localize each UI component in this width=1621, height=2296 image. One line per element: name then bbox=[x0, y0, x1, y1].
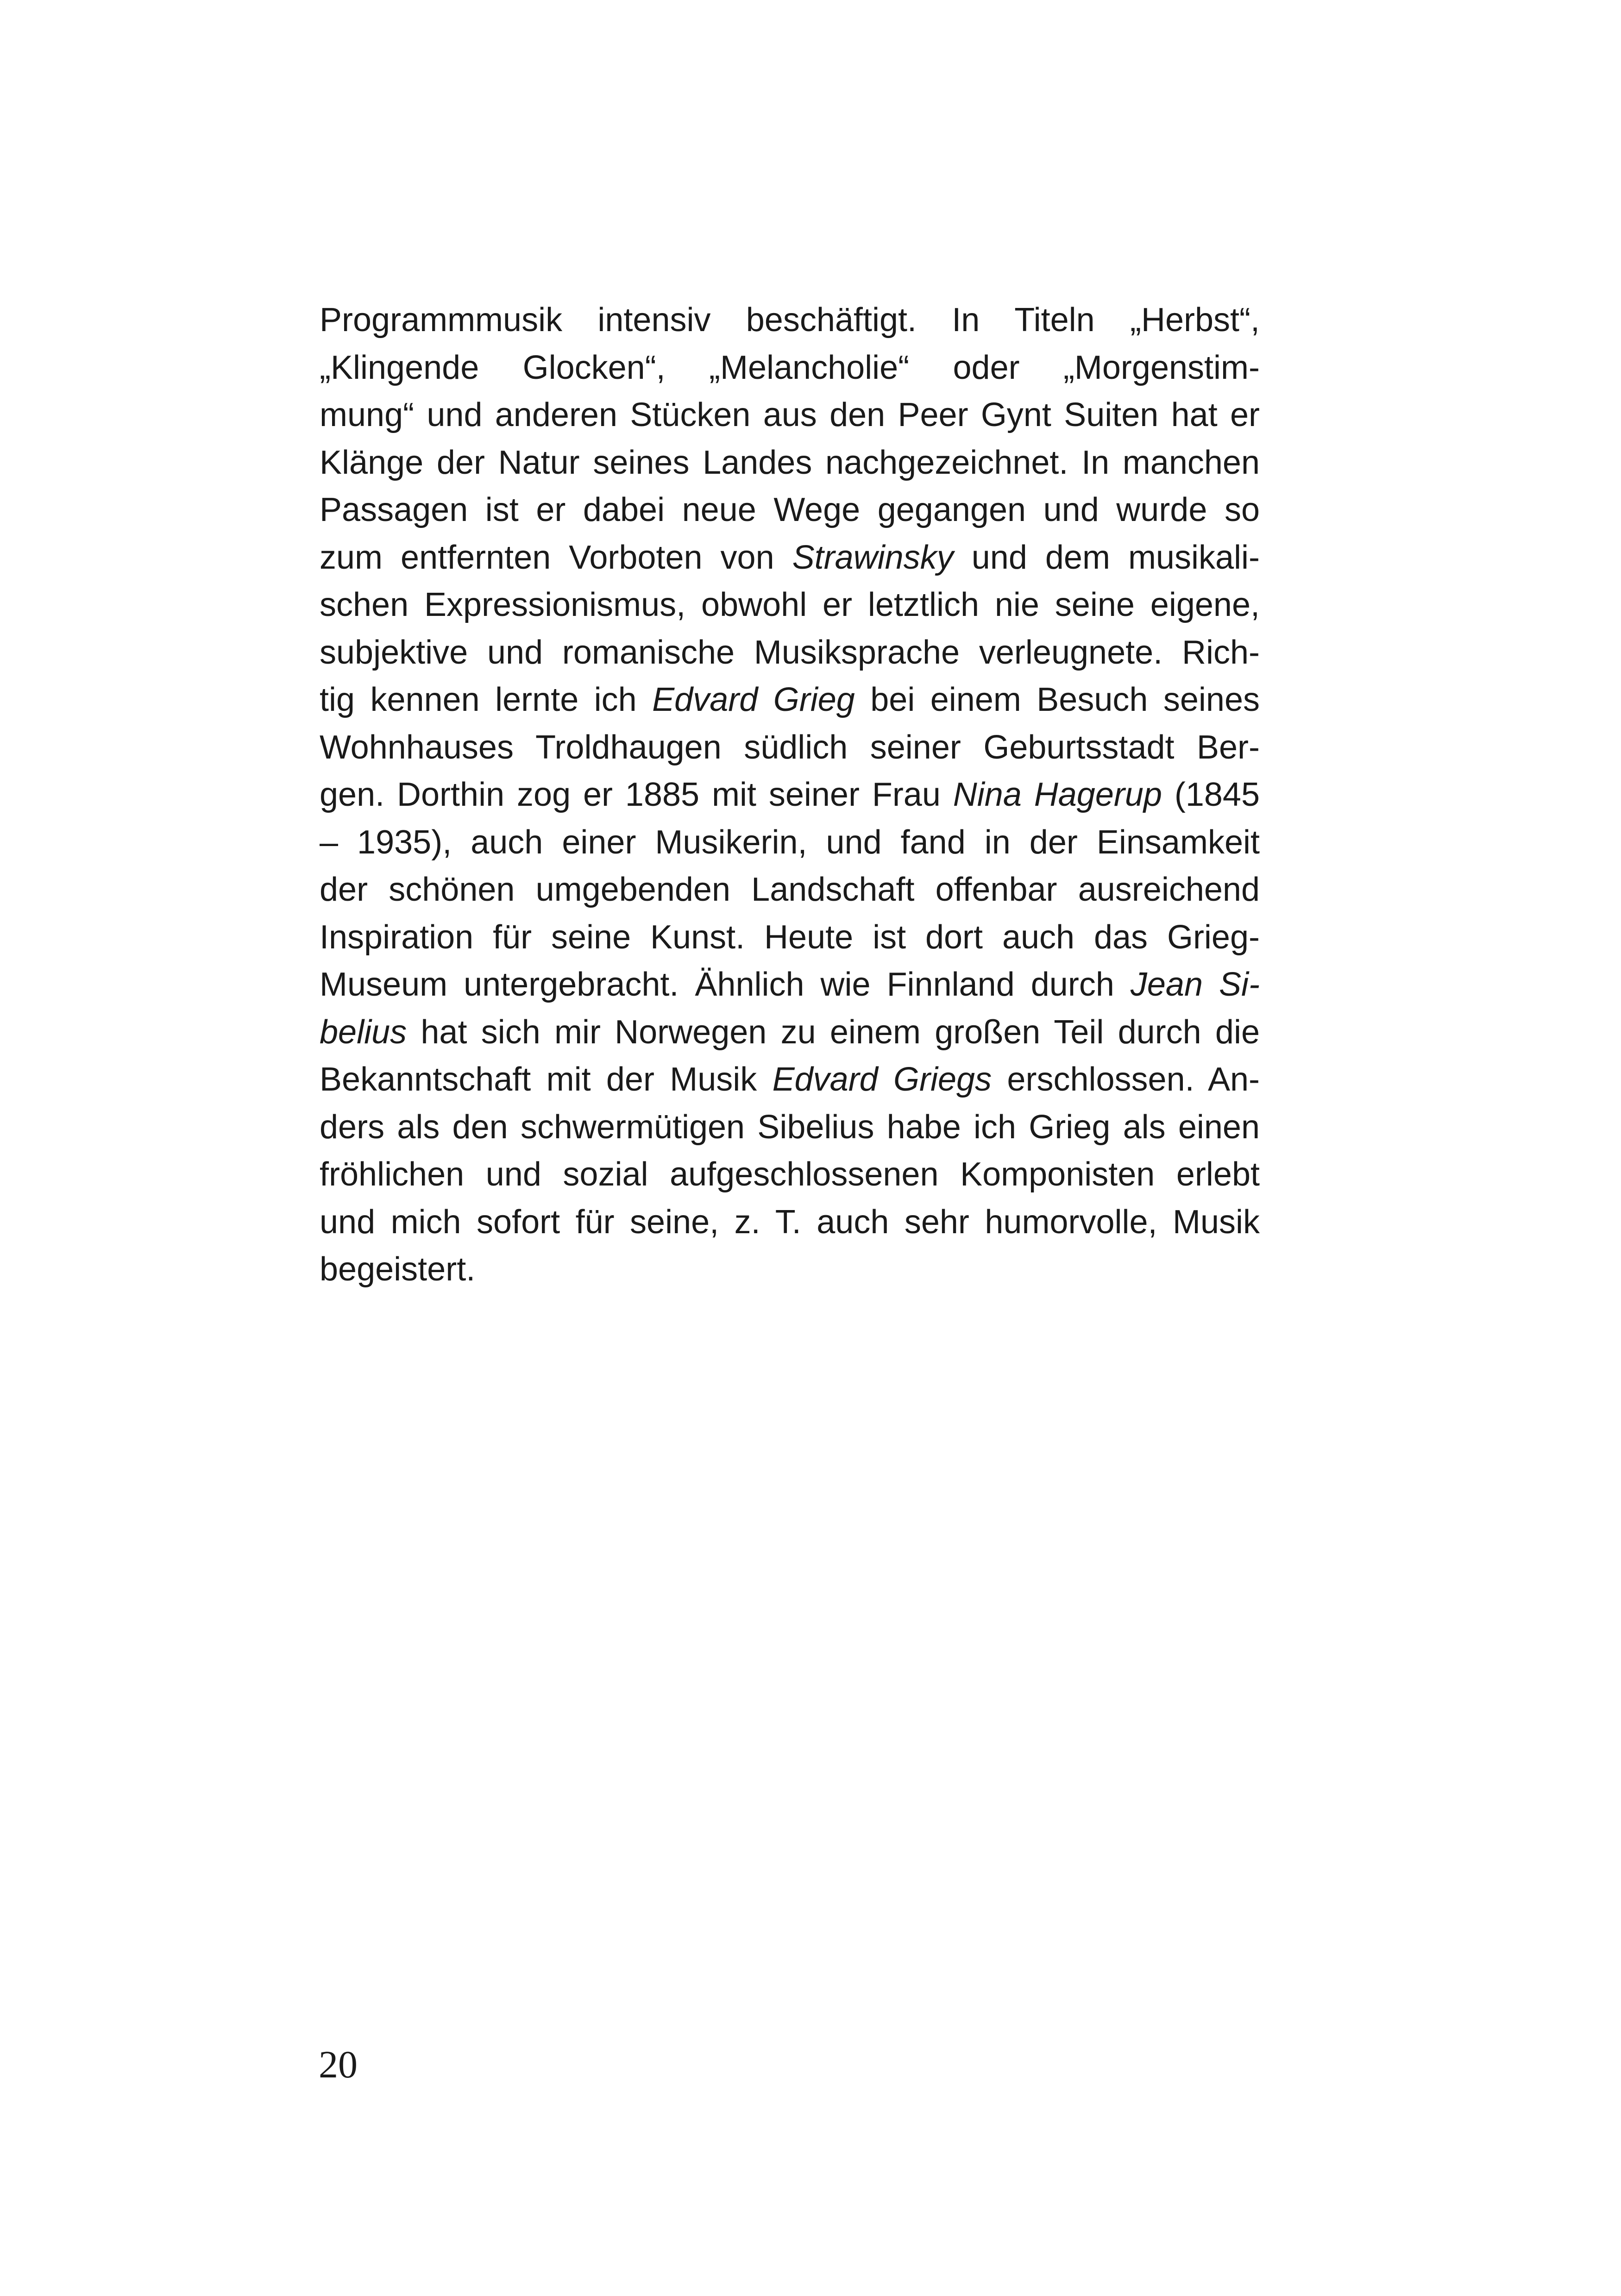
text-run: Programmmusik intensiv beschäftigt. In Titeln „Herbst“, bbox=[320, 301, 1260, 339]
text-run: zum entfernten Vorboten von bbox=[320, 539, 792, 576]
text-line bbox=[320, 486, 1260, 534]
text-run: Museum untergebracht. Ähnlich wie Finnland durch bbox=[320, 966, 1131, 1003]
text-run: erschlossen. An- bbox=[992, 1061, 1260, 1098]
italic-name: Edvard Griegs bbox=[772, 1061, 992, 1098]
text-run: Wohnhauses Troldhaugen südlich seiner Geburtsstadt Ber- bbox=[320, 728, 1260, 766]
text-line bbox=[320, 771, 1260, 819]
italic-name: belius bbox=[320, 1013, 407, 1051]
text-run: gen. Dorthin zog er 1885 mit seiner Frau bbox=[320, 776, 953, 813]
text-run: hat sich mir Norwegen zu einem großen Teil durch die bbox=[407, 1013, 1260, 1051]
text-line bbox=[320, 391, 1260, 439]
text-run: Passagen ist er dabei neue Wege gegangen und wurde so bbox=[320, 491, 1260, 528]
text-line bbox=[320, 1151, 1260, 1198]
text-run: „Klingende Glocken“, „Melancholie“ oder „Morgenstim- bbox=[320, 349, 1260, 386]
text-run: mung“ und anderen Stücken aus den Peer Gynt Suiten hat er bbox=[320, 396, 1260, 433]
text-line bbox=[320, 1104, 1260, 1151]
text-line bbox=[320, 534, 1260, 582]
text-line bbox=[320, 1198, 1260, 1246]
text-run: Bekanntschaft mit der Musik bbox=[320, 1061, 773, 1098]
italic-name: Nina Hagerup bbox=[953, 776, 1162, 813]
text-line bbox=[320, 819, 1260, 866]
text-line bbox=[320, 961, 1260, 1009]
text-line bbox=[320, 724, 1260, 772]
text-line bbox=[320, 1246, 1260, 1293]
italic-name: Edvard Grieg bbox=[652, 681, 855, 718]
text-line bbox=[320, 914, 1260, 961]
text-line bbox=[320, 1009, 1260, 1056]
text-run: und dem musikali- bbox=[953, 539, 1260, 576]
text-line bbox=[320, 344, 1260, 392]
text-line bbox=[320, 581, 1260, 629]
text-run: fröhlichen und sozial aufgeschlossenen Komponisten erlebt bbox=[320, 1156, 1260, 1193]
italic-name: Jean Si- bbox=[1130, 966, 1260, 1003]
text-run: (1845 bbox=[1162, 776, 1260, 813]
text-line bbox=[320, 296, 1260, 344]
text-run: schen Expressionismus, obwohl er letztlich nie seine eigene, bbox=[320, 586, 1260, 623]
text-run: Klänge der Natur seines Landes nachgezeichnet. In manchen bbox=[320, 444, 1260, 481]
text-run: bei einem Besuch seines bbox=[854, 681, 1260, 718]
text-run: Inspiration für seine Kunst. Heute ist dort auch das Grieg- bbox=[320, 918, 1260, 956]
text-line bbox=[320, 866, 1260, 914]
text-run: und mich sofort für seine, z. T. auch sehr humorvolle, Musik bbox=[320, 1203, 1260, 1241]
text-run: ders als den schwermütigen Sibelius habe ich Grieg als einen bbox=[320, 1108, 1260, 1146]
text-line bbox=[320, 1056, 1260, 1104]
text-run: tig kennen lernte ich bbox=[320, 681, 653, 718]
text-run: – 1935), auch einer Musikerin, und fand in der Einsamkeit bbox=[320, 823, 1260, 861]
text-run: der schönen umgebenden Landschaft offenbar ausreichend bbox=[320, 871, 1260, 908]
text-line bbox=[320, 676, 1260, 724]
text-run: begeistert. bbox=[320, 1251, 476, 1288]
page-number: 20 bbox=[319, 2043, 358, 2086]
body-paragraph bbox=[320, 296, 1260, 1293]
text-line bbox=[320, 629, 1260, 677]
text-line bbox=[320, 439, 1260, 487]
italic-name: Strawinsky bbox=[792, 539, 954, 576]
text-run: subjektive und romanische Musiksprache verleugnete. Rich- bbox=[320, 634, 1260, 671]
